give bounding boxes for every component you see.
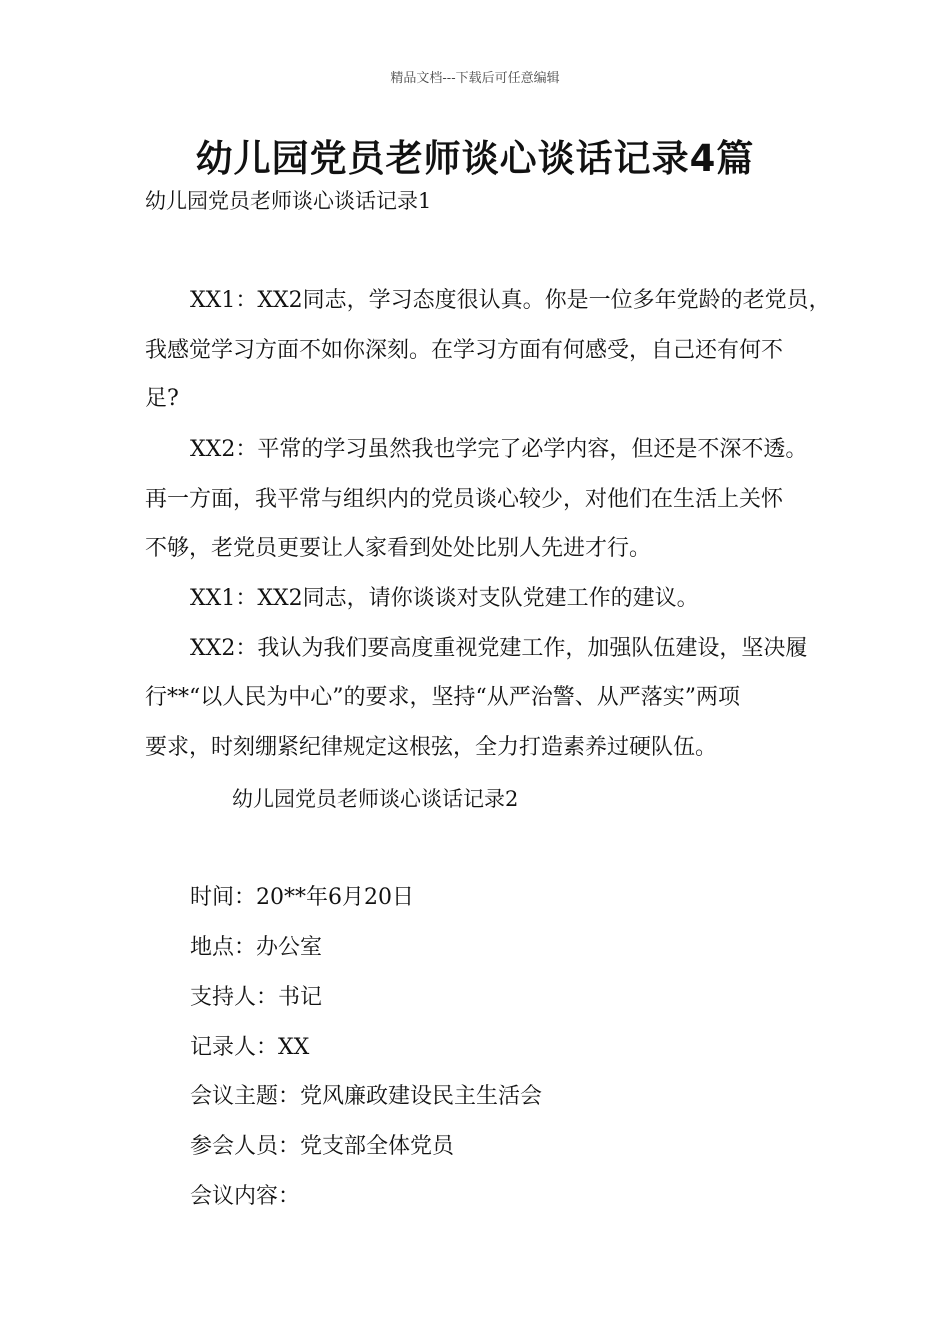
meeting-host-field: 支持人：书记 <box>190 985 323 1010</box>
paragraph-line: XX1：XX2同志，学习态度很认真。你是一位多年党龄的老党员， <box>190 288 831 313</box>
page-header-note: 精品文档---下载后可任意编辑 <box>390 71 560 86</box>
paragraph-line: 要求，时刻绷紧纪律规定这根弦，全力打造素养过硬队伍。 <box>145 735 718 760</box>
meeting-content-field: 会议内容： <box>190 1184 301 1209</box>
paragraph-line: XX1：XX2同志，请你谈谈对支队党建工作的建议。 <box>190 586 699 611</box>
meeting-time-field: 时间：20**年6月20日 <box>190 885 414 910</box>
meeting-location-field: 地点：办公室 <box>190 935 323 960</box>
paragraph-line: 我感觉学习方面不如你深刻。在学习方面有何感受，自己还有何不 <box>145 338 784 363</box>
paragraph-line: 足? <box>145 386 179 411</box>
paragraph-line: 行**“以人民为中心”的要求，坚持“从严治警、从严落实”两项 <box>145 685 740 710</box>
section-1-heading: 幼儿园党员老师谈心谈话记录1 <box>145 189 432 213</box>
paragraph-line: XX2：我认为我们要高度重视党建工作，加强队伍建设，坚决履 <box>190 636 808 661</box>
paragraph-line: XX2：平常的学习虽然我也学完了必学内容，但还是不深不透。 <box>190 437 808 462</box>
meeting-recorder-field: 记录人：XX <box>190 1035 310 1060</box>
meeting-topic-field: 会议主题：党风廉政建设民主生活会 <box>190 1084 543 1109</box>
paragraph-line: 不够，老党员更要让人家看到处处比别人先进才行。 <box>145 536 652 561</box>
section-2-heading: 幼儿园党员老师谈心谈话记录2 <box>232 787 519 811</box>
paragraph-line: 再一方面，我平常与组织内的党员谈心较少，对他们在生活上关怀 <box>145 487 784 512</box>
meeting-attendees-field: 参会人员：党支部全体党员 <box>190 1134 455 1159</box>
document-title: 幼儿园党员老师谈心谈话记录4篇 <box>195 137 755 180</box>
